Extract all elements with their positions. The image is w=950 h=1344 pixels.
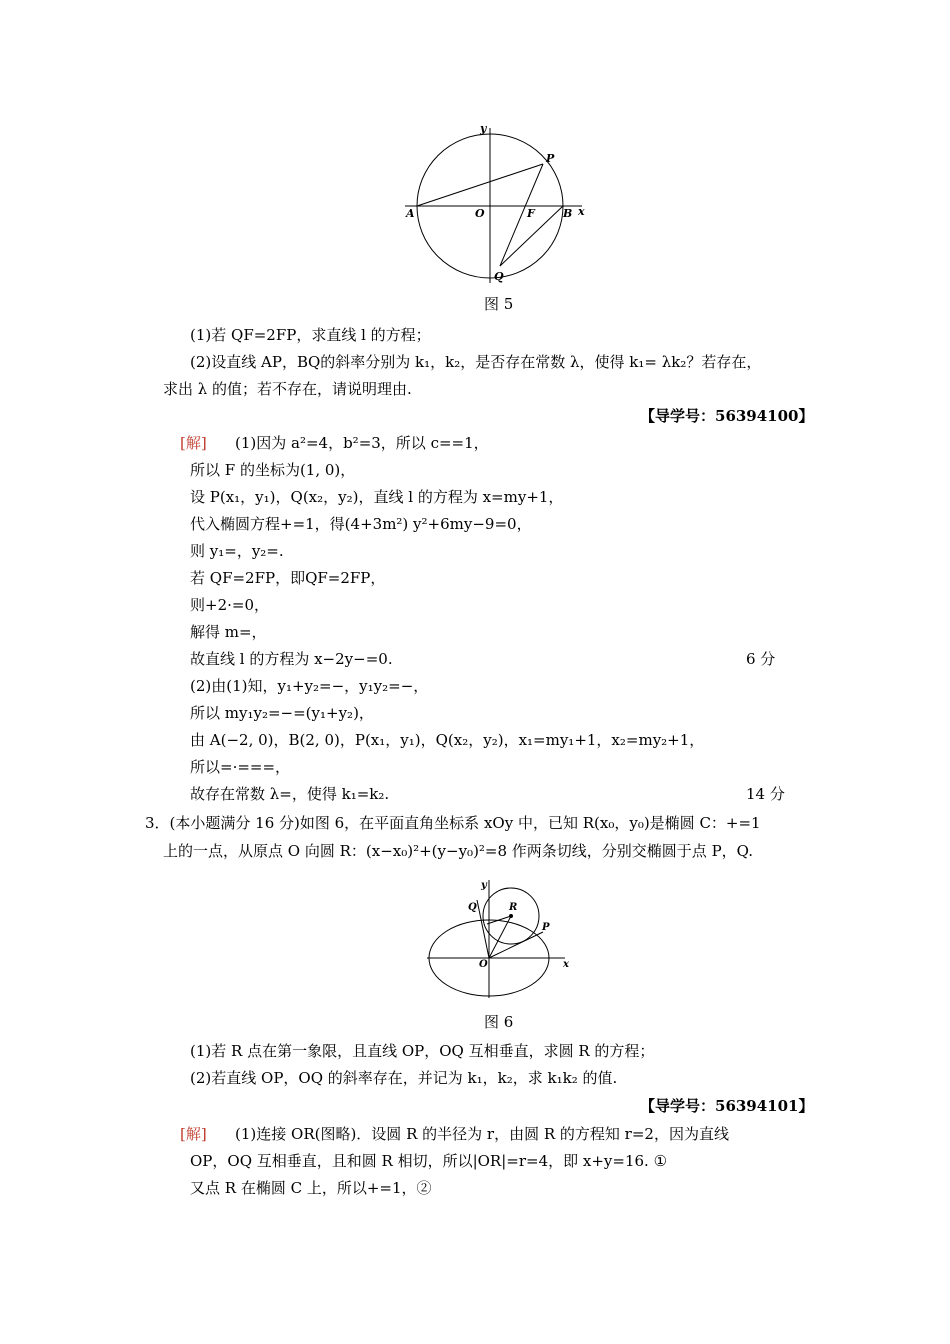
label-b: B — [563, 207, 573, 220]
p3-solution-tag: [解] — [180, 1125, 207, 1143]
p2-solution-line-10: (2)由(1)知，y₁+y₂=−，y₁y₂=−， — [190, 677, 429, 695]
label-o: O — [475, 207, 485, 220]
p3-question-2: (2)若直线 OP，OQ 的斜率存在，并记为 k₁，k₂，求 k₁k₂ 的值. — [190, 1069, 618, 1087]
p2-solution-line-6: 若 QF=2FP，即QF=2FP， — [190, 569, 386, 587]
p2-solution-line-2: 所以 F 的坐标为(1, 0)， — [190, 461, 356, 479]
line-pq — [500, 164, 543, 266]
label-q: Q — [494, 270, 504, 283]
p3-reference-number: 【导学号：56394101】 — [640, 1097, 814, 1115]
p2-solution-line-8: 解得 m=， — [190, 623, 267, 641]
p2-score-1: 6 分 — [746, 650, 776, 668]
figure-6 — [425, 872, 575, 1002]
label-f: F — [527, 207, 535, 220]
p3-intro-line-2: 上的一点，从原点 O 向圆 R：(x−x₀)²+(y−y₀)²=8 作两条切线，分别交椭圆于点 P，Q. — [163, 842, 753, 860]
p2-solution-line-13: 所以=·===， — [190, 758, 291, 776]
p2-solution-line-9: 故直线 l 的方程为 x−2y−=0. — [190, 650, 393, 668]
label-p: P — [546, 152, 555, 165]
p2-reference-number: 【导学号：56394100】 — [640, 407, 814, 425]
label-x: x — [578, 205, 585, 218]
figure-5 — [400, 118, 600, 288]
p2-solution-line-7: 则+2·=0， — [190, 596, 269, 614]
p3-solution-line-2: OP，OQ 互相垂直，且和圆 R 相切，所以|OR|=r=4，即 x+y=16. ① — [190, 1152, 668, 1170]
label-x: x — [563, 959, 569, 970]
label-y: y — [480, 122, 487, 135]
p2-question-1: (1)若 QF=2FP，求直线 l 的方程； — [190, 326, 431, 344]
label-y: y — [481, 880, 487, 891]
p2-solution-line-3: 设 P(x₁，y₁)，Q(x₂，y₂)，直线 l 的方程为 x=my+1， — [190, 488, 564, 506]
label-a: A — [406, 207, 415, 220]
p2-solution-line-14: 故存在常数 λ=，使得 k₁=k₂. — [190, 785, 390, 803]
label-q: Q — [468, 902, 477, 913]
p2-solution-line-5: 则 y₁=，y₂=. — [190, 542, 284, 560]
figure-5-caption: 图 5 — [484, 295, 514, 313]
p3-solution-line-1: (1)连接 OR(图略)．设圆 R 的半径为 r，由圆 R 的方程知 r=2，因为直线 — [235, 1125, 729, 1143]
p2-solution-line-4: 代入椭圆方程+=1，得(4+3m²) y²+6my−9=0， — [190, 515, 532, 533]
point-r — [509, 914, 513, 918]
label-p: P — [542, 922, 550, 933]
line-ap — [417, 164, 543, 206]
p3-question-1: (1)若 R 点在第一象限，且直线 OP，OQ 互相垂直，求圆 R 的方程； — [190, 1042, 655, 1060]
p2-score-2: 14 分 — [746, 785, 785, 803]
figure-6-caption: 图 6 — [484, 1013, 514, 1031]
p2-question-2a: (2)设直线 AP，BQ的斜率分别为 k₁，k₂，是否存在常数 λ，使得 k₁= λk₂？若存在， — [190, 353, 762, 371]
p2-solution-tag: [解] — [180, 434, 207, 452]
p3-intro-line-1: 3．(本小题满分 16 分)如图 6，在平面直角坐标系 xOy 中，已知 R(x₀，y₀)是椭圆 C：+=1 — [145, 814, 761, 832]
p2-solution-line-1: (1)因为 a²=4，b²=3，所以 c==1， — [235, 434, 489, 452]
p2-solution-line-11: 所以 my₁y₂=−=(y₁+y₂)， — [190, 704, 374, 722]
label-o: O — [479, 959, 488, 970]
tangent-op — [489, 932, 543, 958]
p3-solution-line-3: 又点 R 在椭圆 C 上，所以+=1，② — [190, 1179, 432, 1197]
p2-question-2b: 求出 λ 的值；若不存在，请说明理由. — [163, 380, 412, 398]
tangent-oq — [477, 900, 489, 958]
p2-solution-line-12: 由 A(−2, 0)，B(2, 0)，P(x₁，y₁)，Q(x₂，y₂)，x₁=my₁+1，x₂=my₂+1， — [190, 731, 705, 749]
label-r: R — [509, 902, 518, 913]
